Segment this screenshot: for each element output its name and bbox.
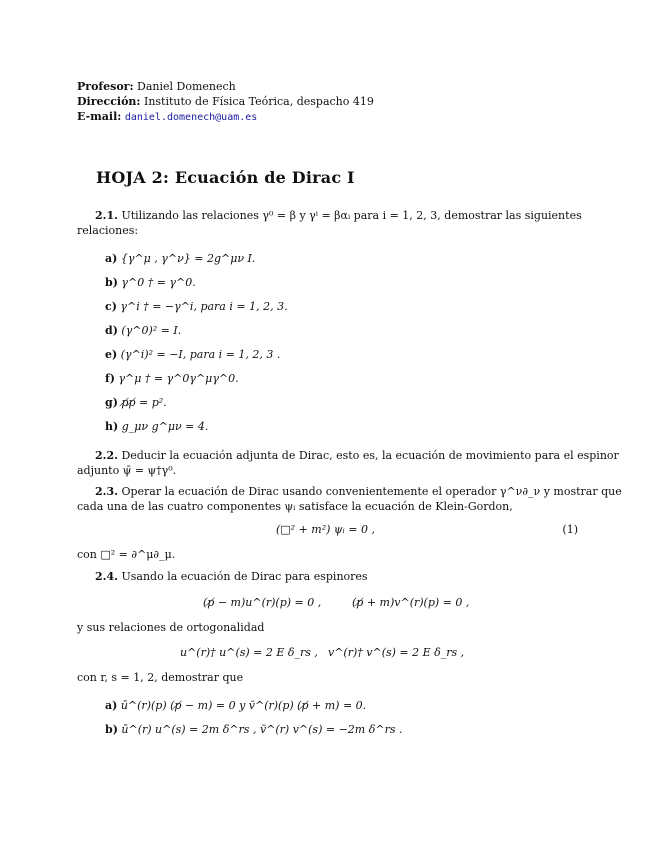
profesor-value: Daniel Domenech [137, 80, 236, 93]
problem-2-2-text2: adjunto ψ̄ = ψ†γ⁰. [77, 464, 177, 477]
email-link[interactable]: daniel.domenech@uam.es [124, 112, 258, 123]
list-item: f) γ^μ † = γ^0γ^μγ^0. [105, 372, 239, 385]
problem-2-1-text1: Utilizando las relaciones γ⁰ = β y γⁱ = βαᵢ para i = 1, 2, 3, demostrar las siguientes [121, 209, 582, 222]
direccion-line [77, 94, 374, 109]
list-item: c) γ^i † = −γ^i, para i = 1, 2, 3. [105, 300, 288, 313]
problem-2-4-number: 2.4. [95, 570, 118, 583]
list-item: e) (γ^i)² = −I, para i = 1, 2, 3 . [105, 348, 281, 361]
list-item: a) {γ^μ , γ^ν} = 2g^μν I. [105, 252, 256, 265]
problem-2-1-line1 [95, 208, 582, 223]
email-label: E-mail: [77, 110, 122, 123]
list-item: a) ū^(r)(p) (p̸ − m) = 0 y v̄^(r)(p) (p̸ + m) = 0. [105, 699, 367, 712]
problem-2-4-text3: con r, s = 1, 2, demostrar que [77, 671, 244, 684]
problem-2-3-line1: 2.3. Operar la ecuación de Dirac usando convenientemente el operador γ^ν∂_ν y mostrar que [95, 485, 622, 498]
klein-gordon-equation: (□² + m²) ψᵢ = 0 , [276, 523, 375, 536]
equation-number: (1) [562, 523, 578, 536]
orthogonality-v: v^(r)† v^(s) = 2 E δ_rs , [328, 646, 465, 659]
problem-2-2-number: 2.2. [95, 449, 118, 462]
problem-2-3-text3: con □² = ∂^μ∂_μ. [77, 548, 176, 561]
list-item: d) (γ^0)² = I. [105, 324, 182, 337]
list-item: h) g_μν g^μν = 4. [105, 420, 209, 433]
problem-2-3-text2: cada una de las cuatro componentes ψᵢ satisface la ecuación de Klein-Gordon, [77, 500, 513, 513]
problem-2-2-line1: 2.2. Deducir la ecuación adjunta de Dirac, esto es, la ecuación de movimiento para el espinor [95, 449, 619, 462]
list-item: b) ū^(r) u^(s) = 2m δ^rs , v̄^(r) v^(s) = −2m δ^rs . [105, 723, 403, 736]
direccion-value: Instituto de Física Teórica, despacho 419 [143, 95, 374, 108]
profesor-line [77, 79, 236, 94]
direccion-label: Dirección: [77, 95, 141, 108]
problem-2-4-text2: y sus relaciones de ortogonalidad [77, 621, 265, 634]
problem-2-3-number: 2.3. [95, 485, 118, 498]
list-item: b) γ^0 † = γ^0. [105, 276, 196, 289]
sheet-title: HOJA 2: Ecuación de Dirac I [96, 168, 355, 187]
profesor-label: Profesor: [77, 80, 134, 93]
dirac-equation-u: (p̸ − m)u^(r)(p) = 0 , [203, 596, 322, 609]
dirac-equation-v: (p̸ + m)v^(r)(p) = 0 , [352, 596, 470, 609]
problem-2-1-text2: relaciones: [77, 224, 139, 237]
problem-2-1-number: 2.1. [95, 209, 118, 222]
orthogonality-u: u^(r)† u^(s) = 2 E δ_rs , [180, 646, 318, 659]
email-line [77, 109, 257, 125]
problem-2-4-line1: 2.4. Usando la ecuación de Dirac para espinores [95, 570, 368, 583]
list-item: g) p̸p̸ = p². [105, 396, 167, 409]
